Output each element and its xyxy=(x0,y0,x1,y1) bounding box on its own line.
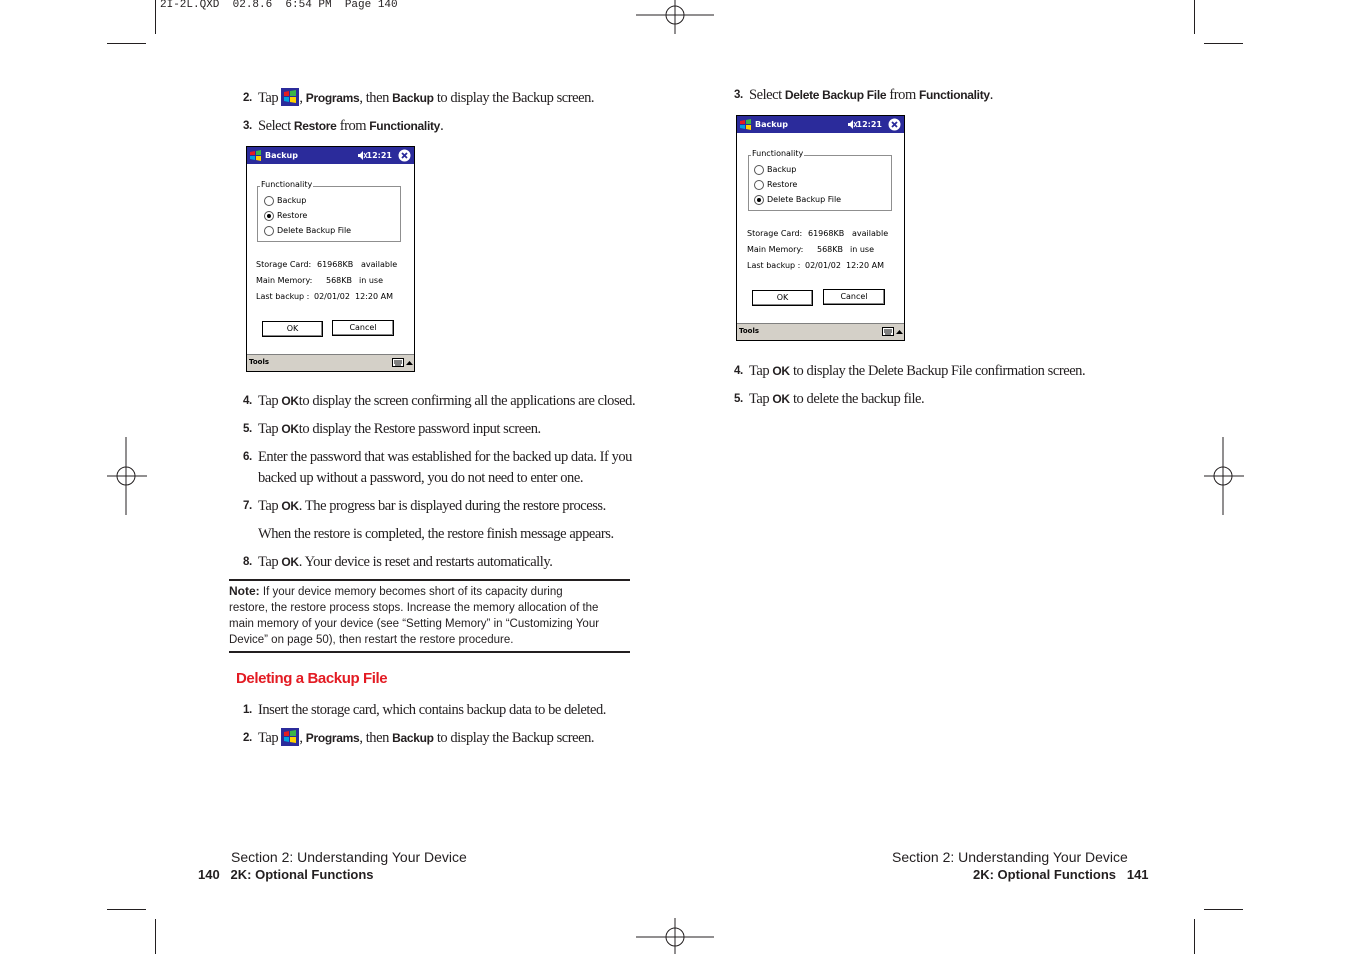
start-menu-icon[interactable] xyxy=(249,149,262,164)
note-line-4: Device” on page 50), then restart the restore procedure. xyxy=(229,634,514,646)
storage-card-label: Storage Card: xyxy=(747,229,803,238)
pda-toolbar xyxy=(247,354,414,371)
slug-line: 2I-2L.QXD 02.8.6 6:54 PM Page 140 xyxy=(160,0,398,11)
right-footer-chapter: 2K: Optional Functions xyxy=(973,867,1116,882)
note-line-3: main memory of your device (see “Setting Memory” in “Customizing Your xyxy=(229,618,600,630)
left-step-6-cont: backed up without a password, you do not need to enter one. xyxy=(258,470,583,486)
functionality-label: Functionality xyxy=(261,180,313,189)
left-footer-line xyxy=(198,867,374,882)
last-backup-label: Last backup : xyxy=(256,292,310,301)
right-footer-section: Section 2: Understanding Your Device xyxy=(892,849,1128,865)
left-footer-section: Section 2: Understanding Your Device xyxy=(231,849,467,865)
backup-screen-delete xyxy=(736,115,905,341)
right-step-3: 3. Select Delete Backup File from Functionality. xyxy=(734,87,993,103)
radio-delete-label: Delete Backup File xyxy=(767,195,842,204)
note-box xyxy=(229,583,633,648)
left-footer-chapter: 2K: Optional Functions xyxy=(230,867,374,882)
delete-step-1: 1. Insert the storage card, which contains backup data to be deleted. xyxy=(243,702,606,718)
main-memory-label: Main Memory: xyxy=(747,245,804,254)
note-line-1: If your device memory becomes short of its capacity during xyxy=(262,586,563,598)
left-page-number: 140 xyxy=(198,867,220,882)
windows-start-icon xyxy=(281,728,299,746)
tools-menu[interactable]: Tools xyxy=(739,327,760,335)
radio-backup[interactable] xyxy=(754,165,764,175)
input-arrow-icon[interactable] xyxy=(406,359,413,368)
right-step-4: 4. Tap OK to display the Delete Backup File confirmation screen. xyxy=(734,363,1086,379)
storage-card-label: Storage Card: xyxy=(256,260,312,269)
right-footer-line xyxy=(973,867,1149,882)
left-step-5: 5. Tap OKto display the Restore password input screen. xyxy=(243,421,541,437)
radio-delete-backup-file[interactable] xyxy=(264,226,274,236)
pda-clock[interactable]: 12:21 xyxy=(856,120,882,129)
registration-mark-left xyxy=(107,437,147,515)
main-memory-status: in use xyxy=(359,276,383,285)
left-step-6: 6. Enter the password that was established for the backed up data. If you xyxy=(243,449,632,465)
storage-card-status: available xyxy=(361,260,398,269)
ok-button[interactable]: OK xyxy=(262,321,323,337)
registration-mark-bottom xyxy=(636,918,714,954)
radio-restore-label: Restore xyxy=(277,211,308,220)
registration-mark-top xyxy=(636,0,714,34)
pda-title: Backup xyxy=(265,151,298,160)
storage-card-value: 61968KB xyxy=(317,260,354,269)
backup-screen-restore xyxy=(246,146,415,372)
keyboard-icon[interactable] xyxy=(882,327,894,338)
last-backup-time: 12:20 AM xyxy=(846,261,884,270)
radio-backup-label: Backup xyxy=(767,165,797,174)
note-line-2: restore, the restore process stops. Increase the memory allocation of the xyxy=(229,602,599,614)
right-page-number: 141 xyxy=(1126,867,1149,882)
radio-restore[interactable] xyxy=(264,211,274,221)
input-arrow-icon[interactable] xyxy=(896,328,903,337)
cancel-button[interactable]: Cancel xyxy=(823,289,885,305)
main-memory-label: Main Memory: xyxy=(256,276,313,285)
radio-delete-backup-file[interactable] xyxy=(754,195,764,205)
left-step-2: 2. Tap , Programs, then Backup to display the Backup screen. xyxy=(243,90,595,106)
main-memory-status: in use xyxy=(850,245,874,254)
main-memory-value: 568KB xyxy=(817,245,844,254)
left-step-3: 3. Select Restore from Functionality. xyxy=(243,118,444,134)
right-step-5: 5. Tap OK to delete the backup file. xyxy=(734,391,925,407)
ok-button[interactable]: OK xyxy=(752,290,813,306)
radio-restore-label: Restore xyxy=(767,180,798,189)
close-icon[interactable] xyxy=(888,118,901,133)
note-label: Note: xyxy=(229,584,260,598)
delete-step-2: 2. Tap , Programs, then Backup to display the Backup screen. xyxy=(243,730,595,746)
last-backup-time: 12:20 AM xyxy=(355,292,393,301)
storage-card-status: available xyxy=(852,229,889,238)
pda-toolbar xyxy=(737,323,904,340)
radio-backup-label: Backup xyxy=(277,196,307,205)
note-bottom-rule xyxy=(229,651,630,653)
left-step-8: 8. Tap OK. Your device is reset and restarts automatically. xyxy=(243,554,553,570)
last-backup-date: 02/01/02 xyxy=(805,261,841,270)
windows-start-icon xyxy=(281,88,299,106)
last-backup-label: Last backup : xyxy=(747,261,801,270)
left-step-7-cont: When the restore is completed, the restore finish message appears. xyxy=(258,526,614,542)
radio-restore[interactable] xyxy=(754,180,764,190)
storage-card-value: 61968KB xyxy=(808,229,845,238)
last-backup-date: 02/01/02 xyxy=(314,292,350,301)
cancel-button[interactable]: Cancel xyxy=(332,320,394,336)
section-heading: Deleting a Backup File xyxy=(236,670,388,687)
radio-delete-label: Delete Backup File xyxy=(277,226,352,235)
start-menu-icon[interactable] xyxy=(739,118,752,133)
left-step-4: 4. Tap OKto display the screen confirming all the applications are closed. xyxy=(243,393,636,409)
pda-title-bar xyxy=(737,116,904,133)
keyboard-icon[interactable] xyxy=(392,358,404,369)
tools-menu[interactable]: Tools xyxy=(249,358,270,366)
radio-backup[interactable] xyxy=(264,196,274,206)
left-step-7: 7. Tap OK. The progress bar is displayed during the restore process. xyxy=(243,498,606,514)
close-icon[interactable] xyxy=(398,149,411,164)
pda-title: Backup xyxy=(755,120,788,129)
functionality-label: Functionality xyxy=(752,149,804,158)
main-memory-value: 568KB xyxy=(326,276,353,285)
note-top-rule xyxy=(229,579,630,581)
pda-clock[interactable]: 12:21 xyxy=(366,151,392,160)
registration-mark-right xyxy=(1204,437,1244,515)
pda-title-bar xyxy=(247,147,414,164)
